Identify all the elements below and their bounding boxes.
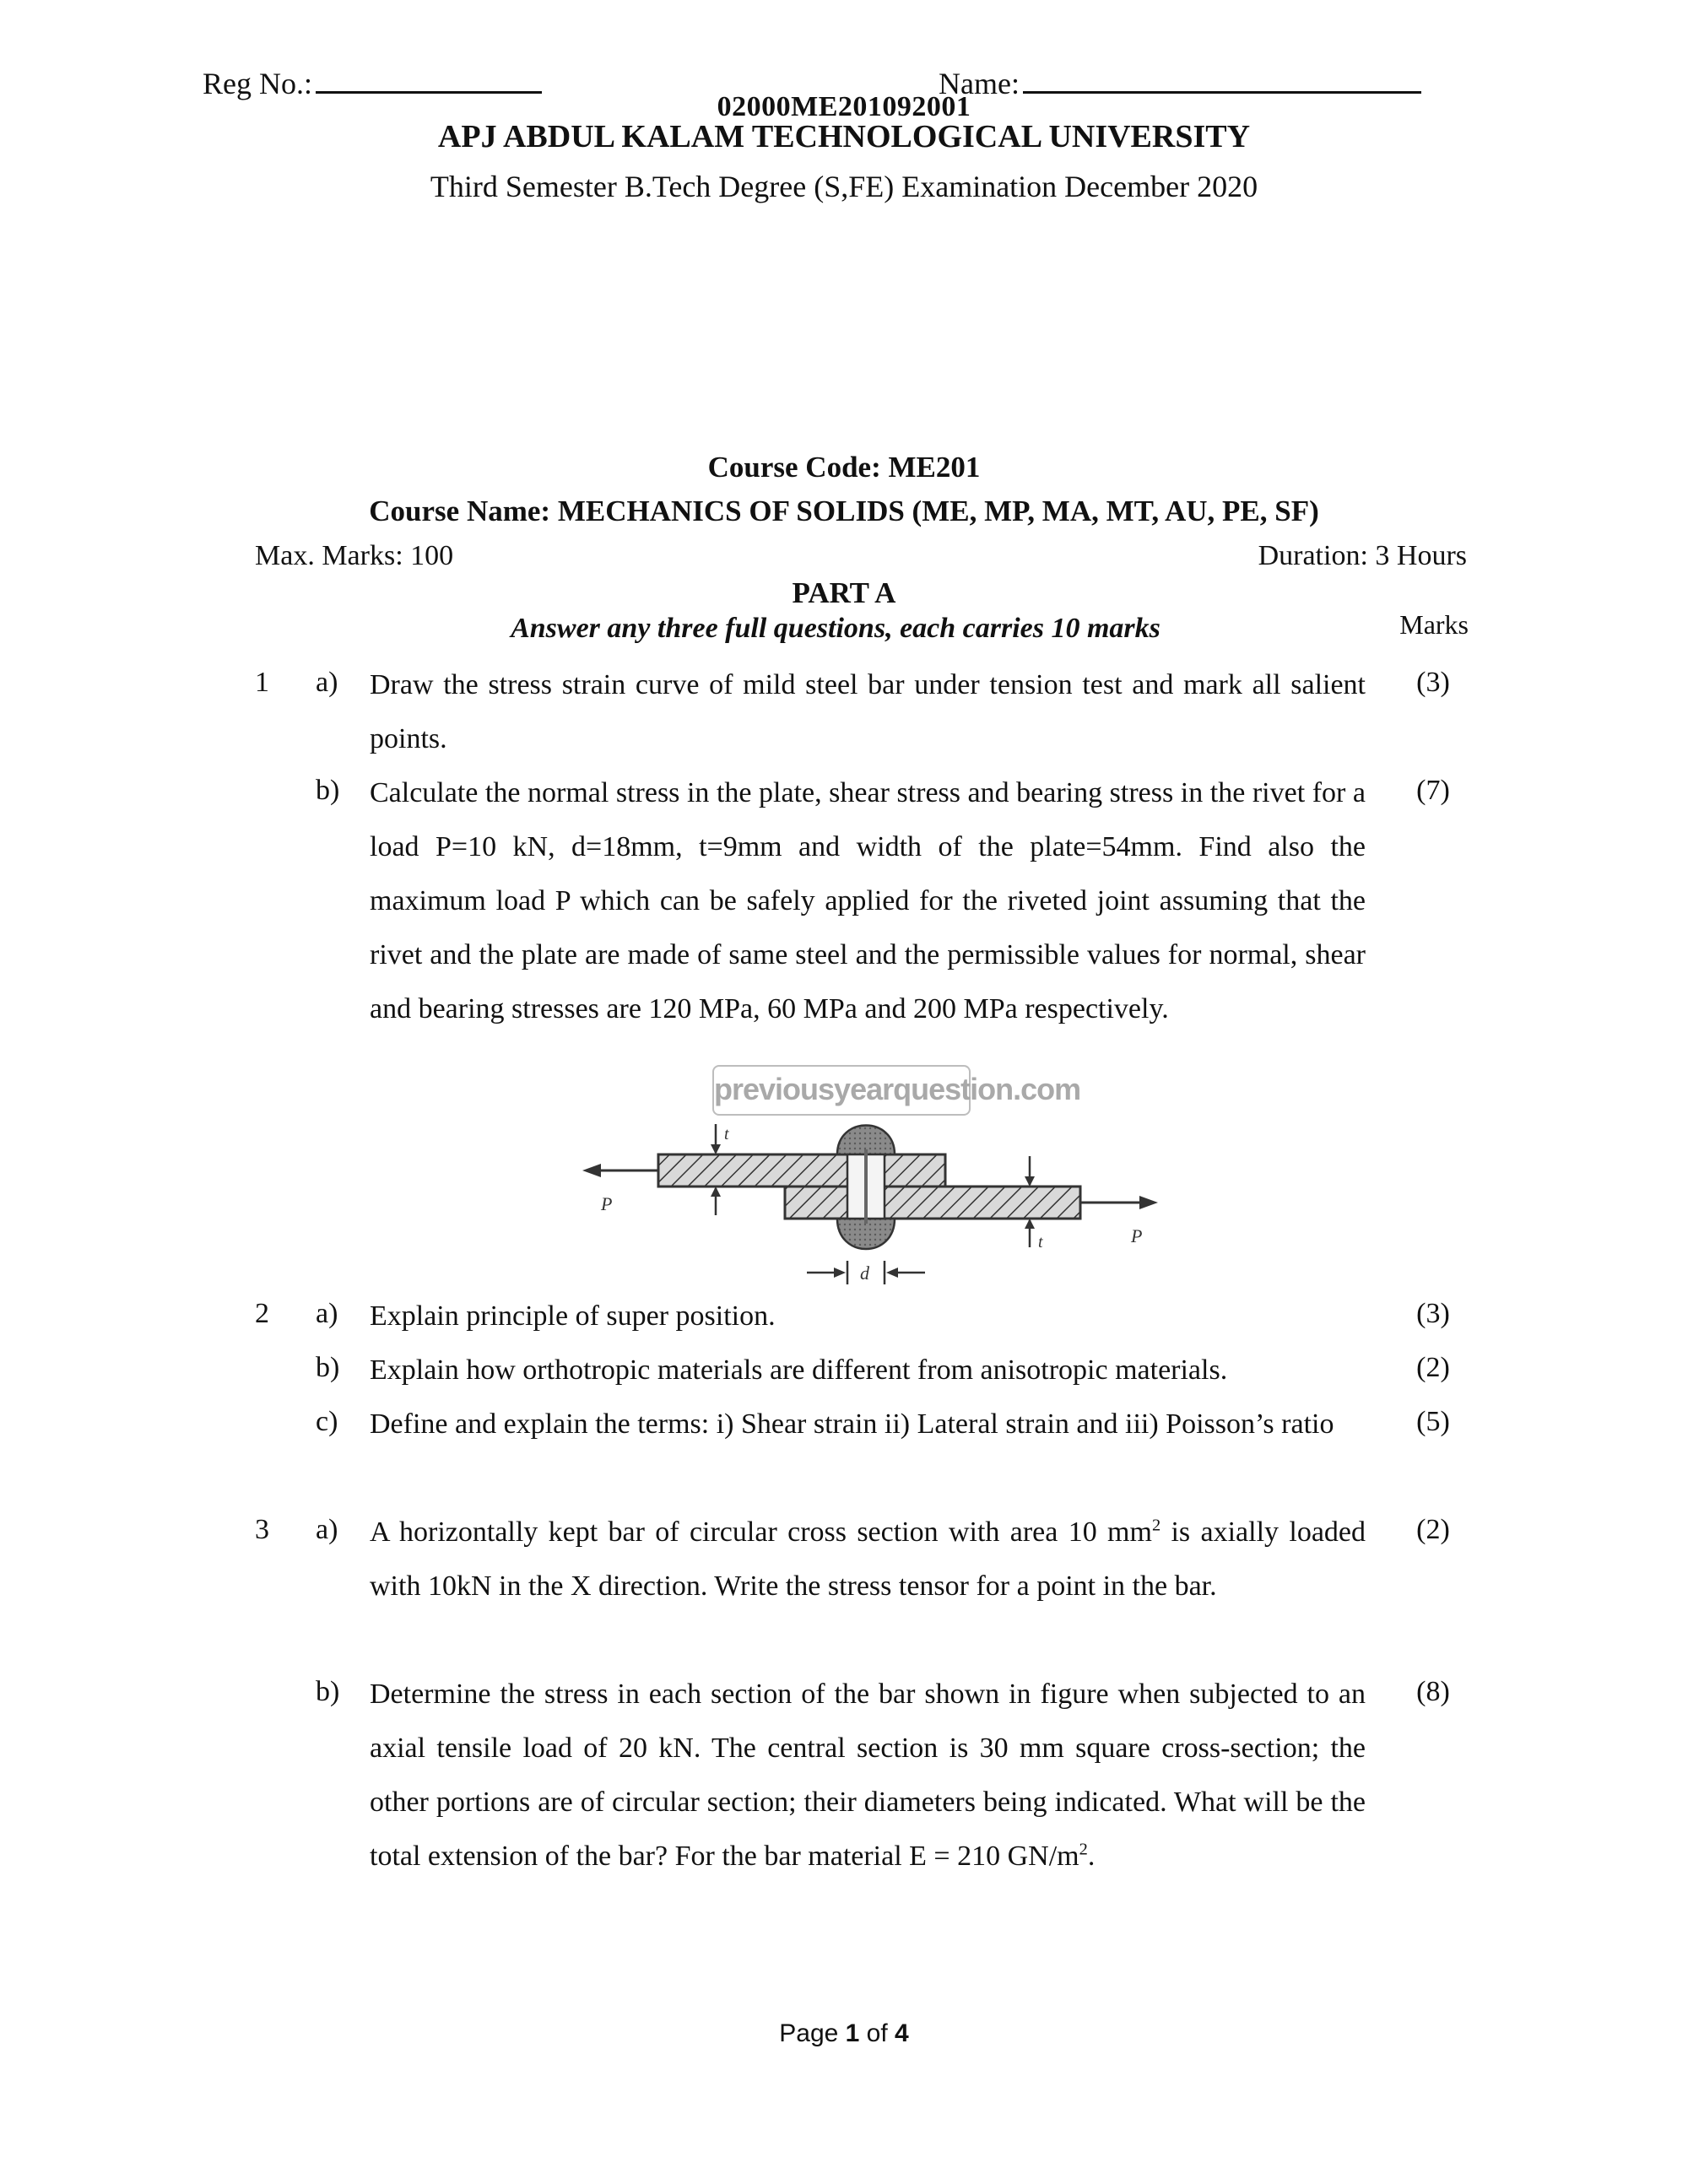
question-marks: (5) [1416,1406,1450,1437]
question-marks: (3) [1416,667,1450,698]
question-marks: (8) [1416,1676,1450,1707]
question-text: Calculate the normal stress in the plate, shear stress and bearing stress in the rivet for a load P=10 kN, d=18mm, t=9mm and width of the plate=54mm. Find also the maximum load P which can be safely applied for the riveted joint assuming that the rivet and the plate are made of same steel and the permissible values for normal, shear and bearing stresses are 120 MPa, 60 MPa and 200 MPa respectively. [370,777,1366,1024]
load-label-right: P [1131,1225,1143,1246]
upper-plate [658,1154,945,1187]
page-footer: Page 1 of 4 [779,2019,909,2047]
question-number: 3 [255,1514,269,1545]
lower-plate [785,1187,1080,1219]
part-instruction: Answer any three full questions, each carries 10 marks [511,613,1160,644]
subquestion-label: b) [316,1352,340,1383]
question-number: 1 [255,667,269,698]
question-text: Draw the stress strain curve of mild steel bar under tension test and mark all salient points. [370,669,1366,754]
question-marks: (7) [1416,775,1450,806]
watermark: previousyearquestion.com [712,1065,971,1116]
marks-column-header: Marks [1399,609,1469,640]
max-marks: Max. Marks: 100 [255,540,454,571]
subquestion-label: a) [316,667,338,698]
question-marks: (2) [1416,1352,1450,1383]
question-text: A horizontally kept bar of circular cross section with area 10 $mm^2$ is axially loaded with 10kN in the X direction. Write the stress tensor for a point in the bar. [370,1516,1366,1602]
name-label: Name: [939,67,1020,100]
thickness-label-top: t [724,1125,729,1143]
question-marks: (2) [1416,1514,1450,1545]
thickness-label-bottom: t [1038,1233,1043,1251]
university-name: APJ ABDUL KALAM TECHNOLOGICAL UNIVERSITY [437,119,1251,154]
course-code: Course Code: ME201 [707,451,981,484]
question-text: Define and explain the terms: i) Shear strain ii) Lateral strain and iii) Poisson’s ratio [370,1408,1334,1440]
exam-title: Third Semester B.Tech Degree (S,FE) Examination December 2020 [430,170,1258,203]
name-blank [1023,66,1421,94]
course-name: Course Name: MECHANICS OF SOLIDS (ME, MP, MA, MT, AU, PE, SF) [369,495,1319,527]
diameter-label: d [860,1262,869,1284]
load-label-left: P [601,1193,613,1214]
subquestion-label: a) [316,1298,338,1329]
question-marks: (3) [1416,1298,1450,1329]
subquestion-label: c) [316,1406,338,1437]
subquestion-label: b) [316,1676,340,1707]
question-text: Explain how orthotropic materials are different from anisotropic materials. [370,1354,1228,1386]
subquestion-label: a) [316,1514,338,1545]
reg-no-blank [316,66,542,94]
subquestion-label: b) [316,775,340,806]
question-text: Explain principle of super position. [370,1300,776,1332]
riveted-joint-figure [574,1116,1182,1301]
paper-code: 02000ME201092001 [717,91,971,122]
reg-no-label: Reg No.: [203,67,312,100]
question-number: 2 [255,1298,269,1329]
duration: Duration: 3 Hours [1258,540,1467,571]
part-title: PART A [792,576,896,609]
question-text: Determine the stress in each section of the bar shown in figure when subjected to an axial tensile load of 20 kN. The central section is 30 mm square cross-section; the other portions are of circular section; their diameters being indicated. What will be the total extension of the bar? For the bar material E = 210 $GN/m^2$. [370,1679,1366,1872]
